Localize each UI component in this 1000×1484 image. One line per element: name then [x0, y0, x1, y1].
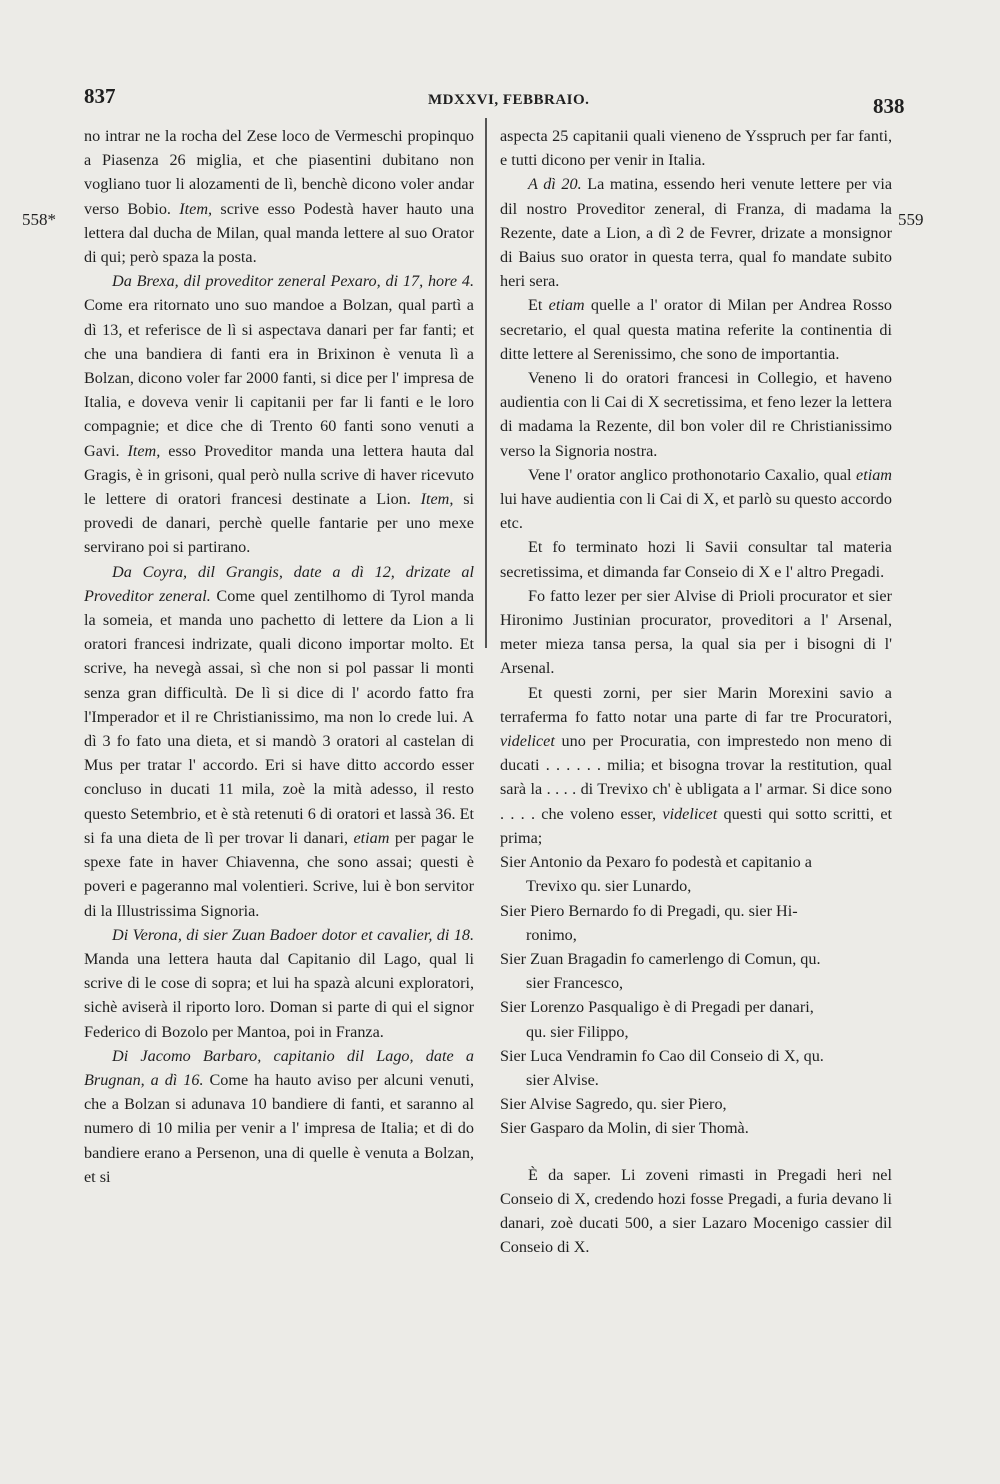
paragraph: Di Jacomo Barbaro, capitanio dil Lago, date a Brugnan, a dì 16. Come ha hauto aviso per alcuni venuti, che a Bolzan si adunava 10 bandiere di fanti, et saranno al numero di 10 milia per venir a l' impresa de Italia; et di do bandiere erano a Persenon, una di quelle è venuta a Bolzan, et si	[84, 1046, 475, 1186]
paragraph: Da Coyra, dil Grangis, date a dì 12, drizate al Proveditor zeneral. Come quel zentilhomo di Tyrol manda la someia, et manda uno pachetto di lettere da Lion a li oratori francesi indrizate, quali dicono importar molto. Et scrive, ha nevegà assai, sì che non si pol passar li monti senza gran difficultà. De lì si dice di l' acordo fatto fra l'Imperador et il re Christianissimo, ma non lo crede lui. A dì 3 fo fato una dieta, et si mandò 3 oratori al castelan di Mus per tratar l' accordo. Eri si have ditto accordo esser concluso in ducati 11 mila, zoè la mità adesso, il resto questo Setembrio, et è stà retenuti 6 di oratori et lassà 36. Et si fa una dieta de lì per trovar li danari, etiam per pagar le spexe fate in haver Chiavenna, che sono assai; questi è poveri e pageranno mal volentieri. Scrive, lui è bon servitor di la Illustrissima Signoria.	[84, 562, 475, 920]
margin-number-left: 558*	[22, 210, 56, 229]
list-item: Sier Lorenzo Pasqualigo è di Pregadi per danari, qu. sier Filippo,	[500, 998, 814, 1041]
page-number-left: 837	[84, 84, 116, 108]
list-item: Sier Zuan Bragadin fo camerlengo di Comun, qu. sier Francesco,	[500, 949, 821, 993]
entry-heading: A dì 20.	[528, 175, 582, 194]
entry-heading: Di Verona, di sier Zuan Badoer dotor et cavalier, di 18.	[112, 925, 474, 944]
paragraph: È da saper. Li zoveni rimasti in Pregadi heri nel Conseio di X, credendo hozi fosse Pregadi, a furia devano li danari, zoè ducati 500, a sier Lazaro Mocenigo cassier dil Conseio di X.	[500, 1165, 892, 1257]
entry-heading: Da Brexa, dil proveditor zeneral Pexaro, di 17, hore 4.	[112, 272, 474, 291]
list-item: Sier Luca Vendramin fo Cao dil Conseio di X, qu. sier Alvise.	[500, 1046, 824, 1089]
paragraph: Veneno li do oratori francesi in Collegio, et haveno audientia con li Cai di X secretissima, et feno lezer la lettera di madama la Rezente, dil bon voler dil re Christianissimo verso la Signoria nostra.	[500, 369, 892, 460]
list-item: Sier Piero Bernardo fo di Pregadi, qu. sier Hi- ronimo,	[500, 901, 798, 944]
entry-heading: Di Jacomo Barbaro, capitanio dil Lago, date a Brugnan, a dì 16.	[84, 1046, 474, 1089]
paragraph: Et questi zorni, per sier Marin Morexini savio a terraferma fo fatto notar una parte di far tre Procuratori, videlicet uno per Procuratia, con imprestedo non meno di ducati . . . . . . milia; et bisogna trovar la restitution, qual sarà la . . . . di Trevixo ch' è ubligata a l' armar. Si dice sono . . . . che voleno esser, videlicet questi qui sotto scritti, et prima;	[500, 683, 893, 847]
entry-heading: Da Coyra, dil Grangis, date a dì 12, drizate al Proveditor zeneral.	[84, 562, 474, 605]
paragraph: Da Brexa, dil proveditor zeneral Pexaro, di 17, hore 4. Come era ritornato uno suo mandoe a Bolzan, qual partì a dì 13, et referisce de lì si aspectava danari per far fanti; et che una bandiera di fanti era in Brixinon è venuta lì a Bolzan, dicono voler far 2000 fanti, si dice per l' impresa de Italia, e doveva venir li capitanii per far li fanti e le loro compagnie; et dice che di Trento 60 fanti sono venuti a Gavi. Item, esso Proveditor manda una lettera hauta dal Gragis, è in grisoni, qual però nulla scrive di haver ricevuto le lettere di oratori francesi destinate a Lion. Item, si provedi de danari, perchè quelle fantarie per uno mexe servirano poi si partirano.	[84, 272, 475, 557]
names-list	[500, 850, 892, 1140]
paragraph: Et fo terminato hozi li Savii consultar tal materia secretissima, et dimanda far Conseio di X e l' altro Pregadi.	[500, 538, 892, 581]
list-item: Sier Antonio da Pexaro fo podestà et capitanio a Trevixo qu. sier Lunardo,	[500, 853, 812, 896]
column-divider	[485, 118, 487, 648]
margin-number-right: 559	[898, 210, 924, 229]
paragraph: A dì 20. La matina, essendo heri venute lettere per via dil nostro Proveditor zeneral, di Franza, di madama la Rezente, date a Lion, a dì 2 de Fevrer, drizate a monsignor di Baius suo orator in questa terra, qual fo mandate subito heri sera.	[500, 175, 893, 291]
paragraph: Fo fatto lezer per sier Alvise di Prioli procurator et sier Hironimo Justinian procurator, proveditori a l' Arsenal, meter mieza tansa persa, la qual sia per i bisogni di l' Arsenal.	[500, 586, 892, 678]
paragraph: Di Verona, di sier Zuan Badoer dotor et cavalier, di 18. Manda una lettera hauta dal Capitanio dil Lago, qual li scrive di le cose di sopra; et lui ha spazà alcuni exploratori, sichè aviserà il riporto loro. Doman si parte di qui el signor Federico di Bozolo per Mantoa, poi in Franza.	[84, 925, 474, 1041]
running-header: MDXXVI, FEBBRAIO.	[428, 92, 590, 108]
paragraph: aspecta 25 capitanii quali vieneno de Ysspruch per far fanti, e tutti dicono per venir in Italia.	[500, 127, 892, 170]
paragraph: Vene l' orator anglico prothonotario Caxalio, qual etiam lui have audientia con li Cai di X, et parlò su questo accordo etc.	[500, 465, 892, 533]
page-number-right: 838	[873, 94, 905, 118]
paragraph: Et etiam quelle a l' orator di Milan per Andrea Rosso secretario, el qual questa matina referite la continentia di ditte lettere al Serenissimo, che sono de importantia.	[500, 296, 893, 363]
list-item: Sier Alvise Sagredo, qu. sier Piero,	[500, 1095, 727, 1114]
spacer	[500, 1141, 892, 1163]
right-column	[500, 124, 892, 1259]
left-column	[84, 124, 474, 1189]
list-item: Sier Gasparo da Molin, di sier Thomà.	[500, 1119, 749, 1138]
paragraph: no intrar ne la rocha del Zese loco de Vermeschi propinquo a Piasenza 26 miglia, et che piasentini dubitano non vogliano tuor li alozamenti de lì, benchè dicono voler andar verso Bobio. Item, scrive esso Podestà haver hauto una lettera dal ducha de Milan, qual manda lettere al suo Orator di qui; però spaza la posta.	[84, 127, 475, 267]
